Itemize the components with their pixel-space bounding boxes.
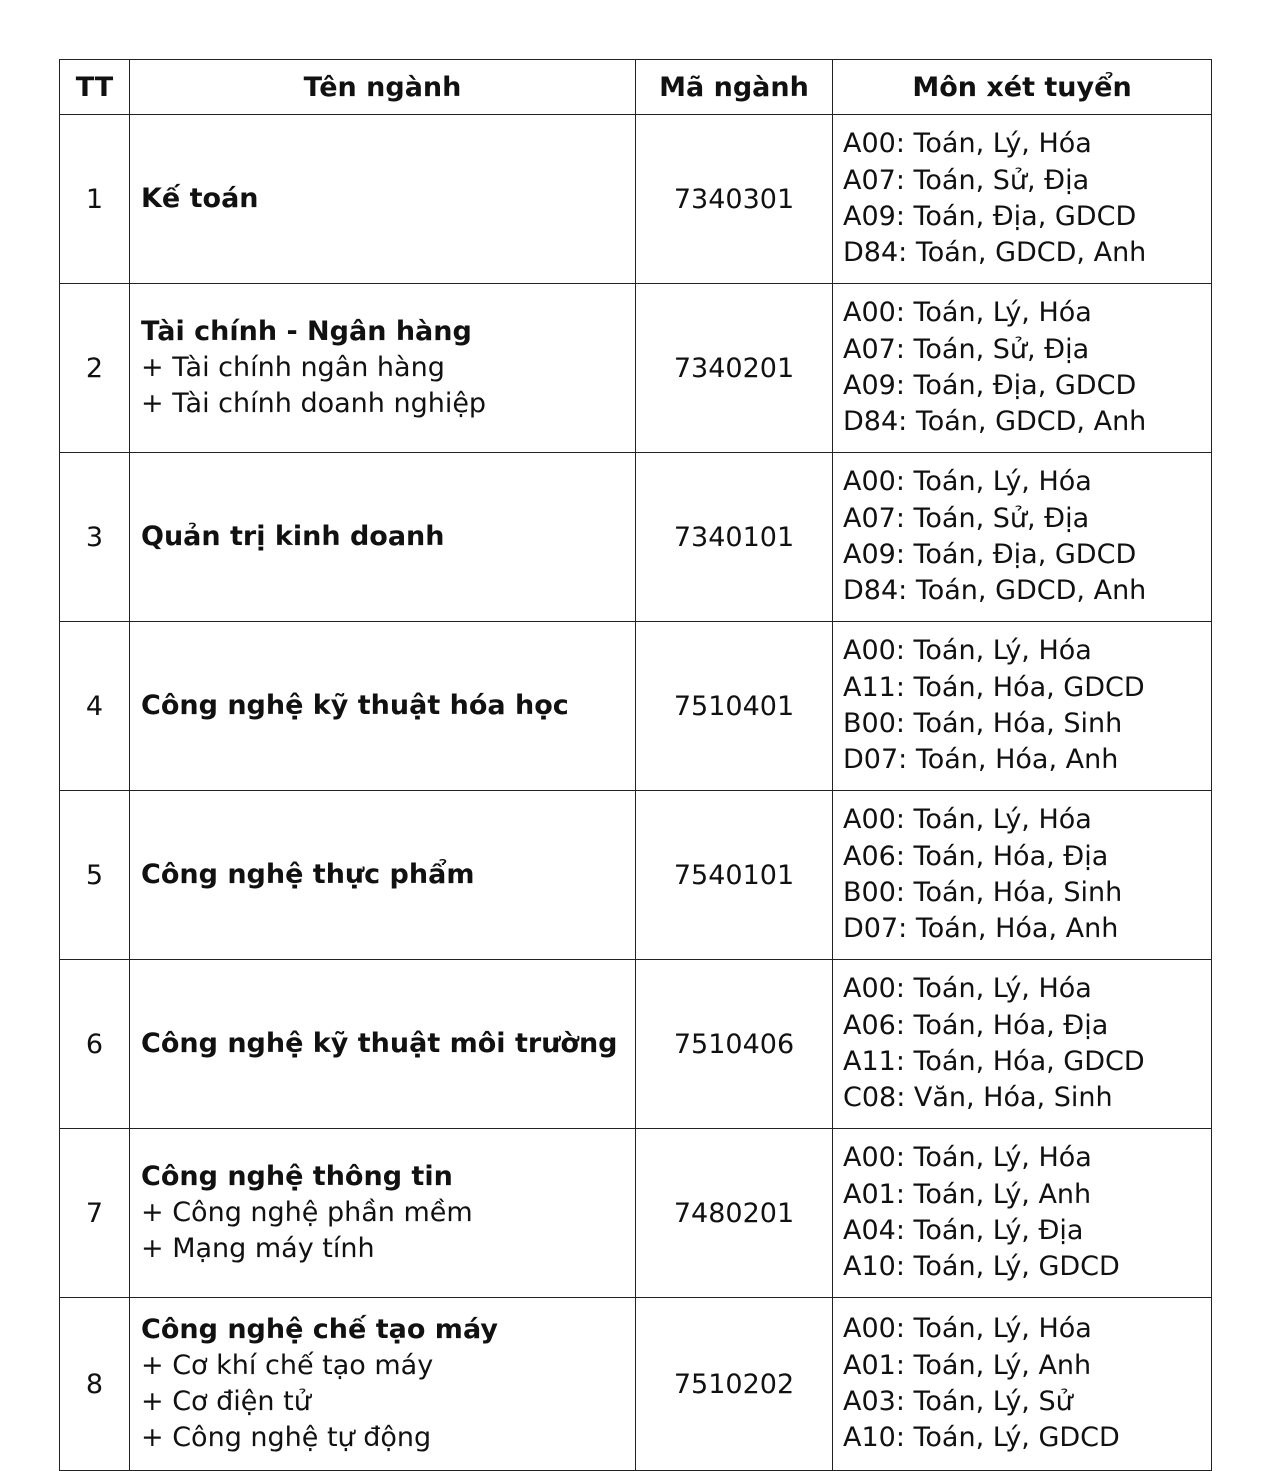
subject-combination: A07: Toán, Sử, Địa <box>843 164 1090 196</box>
subject-combinations-cell <box>833 453 1212 622</box>
major-name-cell <box>130 1129 636 1298</box>
major-title: Kế toán <box>141 183 259 214</box>
subject-combination: C08: Văn, Hóa, Sinh <box>843 1082 1113 1114</box>
subject-combination: D84: Toán, GDCD, Anh <box>843 406 1147 438</box>
row-number: 3 <box>60 453 130 622</box>
major-title: Quản trị kinh doanh <box>141 521 445 552</box>
major-specialization: + Công nghệ tự động <box>141 1422 432 1453</box>
row-number: 4 <box>60 622 130 791</box>
subject-combination: A09: Toán, Địa, GDCD <box>843 539 1137 570</box>
subject-combination: D84: Toán, GDCD, Anh <box>843 237 1147 269</box>
subject-combination: D07: Toán, Hóa, Anh <box>843 913 1119 945</box>
subject-combinations-cell <box>833 791 1212 960</box>
major-name-cell <box>130 622 636 791</box>
subject-combination: A06: Toán, Hóa, Địa <box>843 840 1109 872</box>
subject-combination: A00: Toán, Lý, Hóa <box>843 973 1092 1005</box>
major-code: 7340101 <box>636 453 833 622</box>
subject-combinations-cell <box>833 115 1212 284</box>
major-title: Công nghệ thông tin <box>141 1161 453 1192</box>
subject-combination: B00: Toán, Hóa, Sinh <box>843 877 1123 908</box>
major-name-cell <box>130 1298 636 1471</box>
header-subjects: Môn xét tuyển <box>833 60 1212 115</box>
major-code: 7340301 <box>636 115 833 284</box>
major-title: Công nghệ kỹ thuật hóa học <box>141 690 569 721</box>
table-row <box>60 453 1212 622</box>
table-row <box>60 1129 1212 1298</box>
major-code: 7510202 <box>636 1298 833 1471</box>
subject-combination: A01: Toán, Lý, Anh <box>843 1349 1092 1381</box>
major-code: 7510406 <box>636 960 833 1129</box>
subject-combination: A00: Toán, Lý, Hóa <box>843 804 1092 836</box>
subject-combination: D07: Toán, Hóa, Anh <box>843 744 1119 776</box>
major-specialization: + Mạng máy tính <box>141 1233 375 1264</box>
subject-combinations-cell <box>833 1298 1212 1471</box>
major-specialization: + Cơ khí chế tạo máy <box>141 1350 434 1381</box>
row-number: 8 <box>60 1298 130 1471</box>
major-code: 7340201 <box>636 284 833 453</box>
admission-majors-table <box>59 59 1212 1471</box>
subject-combination: A00: Toán, Lý, Hóa <box>843 128 1092 160</box>
subject-combination: A07: Toán, Sử, Địa <box>843 333 1090 365</box>
subject-combination: A04: Toán, Lý, Địa <box>843 1215 1084 1246</box>
table-row <box>60 622 1212 791</box>
subject-combination: A06: Toán, Hóa, Địa <box>843 1009 1109 1041</box>
major-name-cell <box>130 453 636 622</box>
major-code: 7510401 <box>636 622 833 791</box>
row-number: 6 <box>60 960 130 1129</box>
subject-combination: A11: Toán, Hóa, GDCD <box>843 671 1145 703</box>
subject-combination: B00: Toán, Hóa, Sinh <box>843 708 1123 739</box>
subject-combinations-cell <box>833 1129 1212 1298</box>
subject-combination: A00: Toán, Lý, Hóa <box>843 297 1092 329</box>
subject-combination: A07: Toán, Sử, Địa <box>843 502 1090 534</box>
row-number: 2 <box>60 284 130 453</box>
table-row <box>60 960 1212 1129</box>
major-title: Công nghệ chế tạo máy <box>141 1314 498 1345</box>
subject-combination: A10: Toán, Lý, GDCD <box>843 1422 1120 1454</box>
table-body <box>60 115 1212 1471</box>
subject-combination: A09: Toán, Địa, GDCD <box>843 370 1137 401</box>
major-name-cell <box>130 960 636 1129</box>
subject-combination: A00: Toán, Lý, Hóa <box>843 635 1092 667</box>
major-specialization: + Cơ điện tử <box>141 1386 311 1417</box>
subject-combination: A00: Toán, Lý, Hóa <box>843 1313 1092 1345</box>
header-major-name: Tên ngành <box>130 60 636 115</box>
table-row <box>60 115 1212 284</box>
major-code: 7540101 <box>636 791 833 960</box>
subject-combination: A01: Toán, Lý, Anh <box>843 1178 1092 1210</box>
major-specialization: + Tài chính ngân hàng <box>141 352 445 383</box>
subject-combination: A00: Toán, Lý, Hóa <box>843 1142 1092 1174</box>
subject-combination: A10: Toán, Lý, GDCD <box>843 1251 1120 1283</box>
subject-combination: A03: Toán, Lý, Sử <box>843 1386 1073 1417</box>
table-header-row <box>60 60 1212 115</box>
subject-combination: A11: Toán, Hóa, GDCD <box>843 1046 1145 1077</box>
table-row <box>60 284 1212 453</box>
major-title: Công nghệ kỹ thuật môi trường <box>141 1028 618 1059</box>
major-name-cell <box>130 284 636 453</box>
header-tt: TT <box>60 60 130 115</box>
subject-combination: A00: Toán, Lý, Hóa <box>843 466 1092 498</box>
subject-combinations-cell <box>833 960 1212 1129</box>
major-name-cell <box>130 115 636 284</box>
subject-combination: A09: Toán, Địa, GDCD <box>843 201 1137 232</box>
major-title: Công nghệ thực phẩm <box>141 859 475 890</box>
subject-combination: D84: Toán, GDCD, Anh <box>843 575 1147 607</box>
row-number: 7 <box>60 1129 130 1298</box>
row-number: 1 <box>60 115 130 284</box>
row-number: 5 <box>60 791 130 960</box>
major-name-cell <box>130 791 636 960</box>
major-specialization: + Tài chính doanh nghiệp <box>141 388 487 419</box>
table-row <box>60 1298 1212 1471</box>
major-title: Tài chính - Ngân hàng <box>141 316 472 347</box>
major-specialization: + Công nghệ phần mềm <box>141 1197 473 1228</box>
subject-combinations-cell <box>833 622 1212 791</box>
header-major-code: Mã ngành <box>636 60 833 115</box>
subject-combinations-cell <box>833 284 1212 453</box>
table-row <box>60 791 1212 960</box>
major-code: 7480201 <box>636 1129 833 1298</box>
